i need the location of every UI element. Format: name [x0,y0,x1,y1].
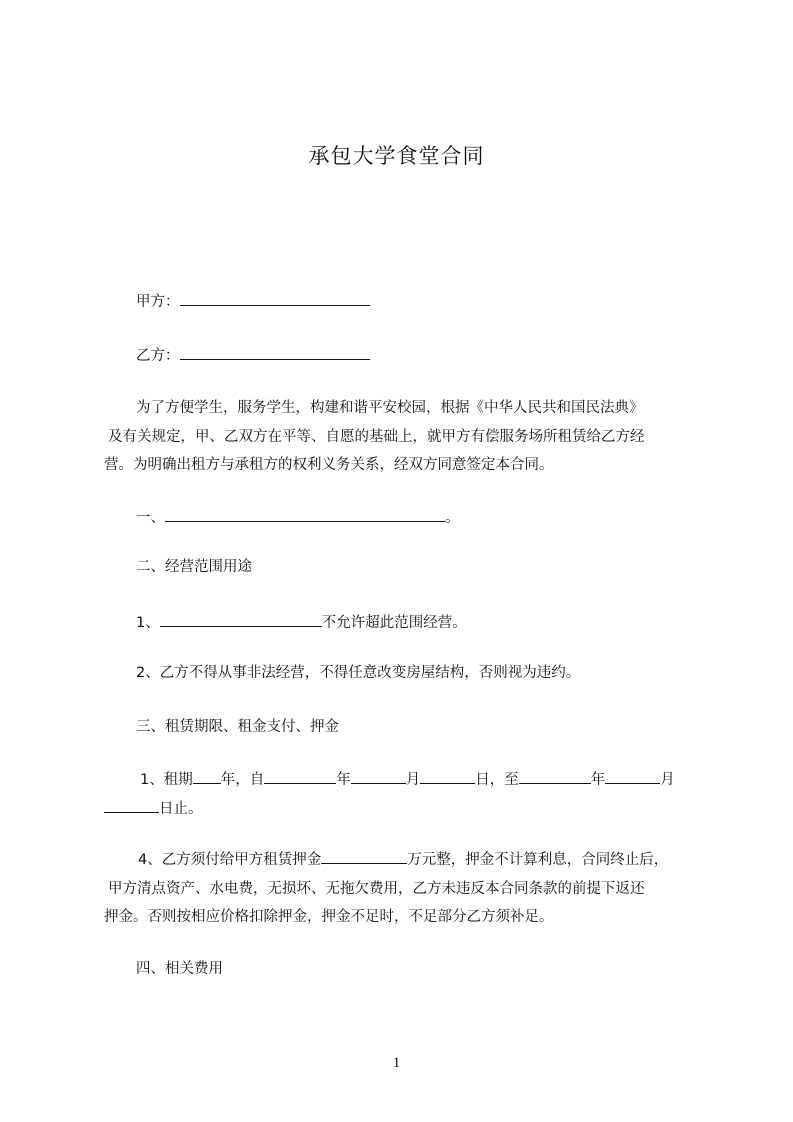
section1-suffix: 。 [445,510,460,526]
deposit-line-2: 甲方清点资产、水电费，无损坏、无拖欠费用，乙方未违反本合同条款的前提下返还 [108,880,645,897]
term-text-3: 年 [336,772,351,788]
term-line-2 [104,795,704,824]
section4-heading: 四、相关费用 [136,961,223,977]
document-title: 承包大学食堂合同 [308,144,485,168]
end-year-blank[interactable] [519,769,591,784]
section2-item1 [136,612,736,632]
section2-item2: 2、乙方不得从事非法经营，不得任意改变房屋结构，否则视为违约。 [136,665,581,681]
section1-line [136,507,736,527]
term-paragraph [104,766,704,823]
section2-item1-prefix: 1、 [136,615,160,631]
section3-heading: 三、租赁期限、租金支付、押金 [136,719,339,735]
intro-paragraph [104,394,704,480]
term-years-blank[interactable] [193,769,221,784]
party-b-blank[interactable] [180,345,370,360]
party-a-blank[interactable] [180,291,370,306]
term-text-4: 月 [405,772,421,788]
party-a-label: 甲方： [136,294,180,310]
section2-item1-suffix: 不允许超此范围经营。 [321,615,467,631]
intro-line-2: 及有关规定，甲、乙双方在平等、自愿的基础上，就甲方有偿服务场所租赁给乙方经 [108,428,645,445]
end-day-blank[interactable] [104,798,159,813]
party-b-line [136,345,736,365]
term-line-1 [104,766,704,795]
intro-line-3: 营。为明确出租方与承租方的权利义务关系，经双方同意签定本合同。 [104,457,554,473]
section2-heading: 二、经营范围用途 [136,559,252,575]
term-text-7: 月 [660,772,675,788]
section1-blank[interactable] [165,507,445,522]
deposit-amount-blank[interactable] [321,849,407,864]
deposit-text-2: 万元整，押金不计算利息，合同终止后， [407,852,669,868]
party-a-line [136,291,736,311]
term-text-6: 年 [590,772,606,788]
party-b-label: 乙方： [136,348,180,364]
term-text-8: 日止。 [159,800,203,817]
end-month-blank[interactable] [605,769,660,784]
term-text-1: 1、租期 [140,772,193,788]
start-year-blank[interactable] [264,769,336,784]
term-text-5: 日，至 [475,772,519,788]
page-number: 1 [392,1055,401,1071]
deposit-line-1 [104,846,704,875]
section1-prefix: 一、 [136,510,165,526]
intro-line-1: 为了方便学生，服务学生，构建和谐平安校园，根据《中华人民共和国民法典》 [136,400,644,416]
deposit-paragraph [104,846,704,932]
scope-blank[interactable] [160,612,322,627]
deposit-text-1: 4、乙方须付给甲方租赁押金 [138,852,322,868]
start-month-blank[interactable] [351,769,406,784]
term-text-2: 年，自 [220,772,265,788]
start-day-blank[interactable] [420,769,475,784]
deposit-line-3: 押金。否则按相应价格扣除押金，押金不足时，不足部分乙方须补足。 [104,909,554,925]
